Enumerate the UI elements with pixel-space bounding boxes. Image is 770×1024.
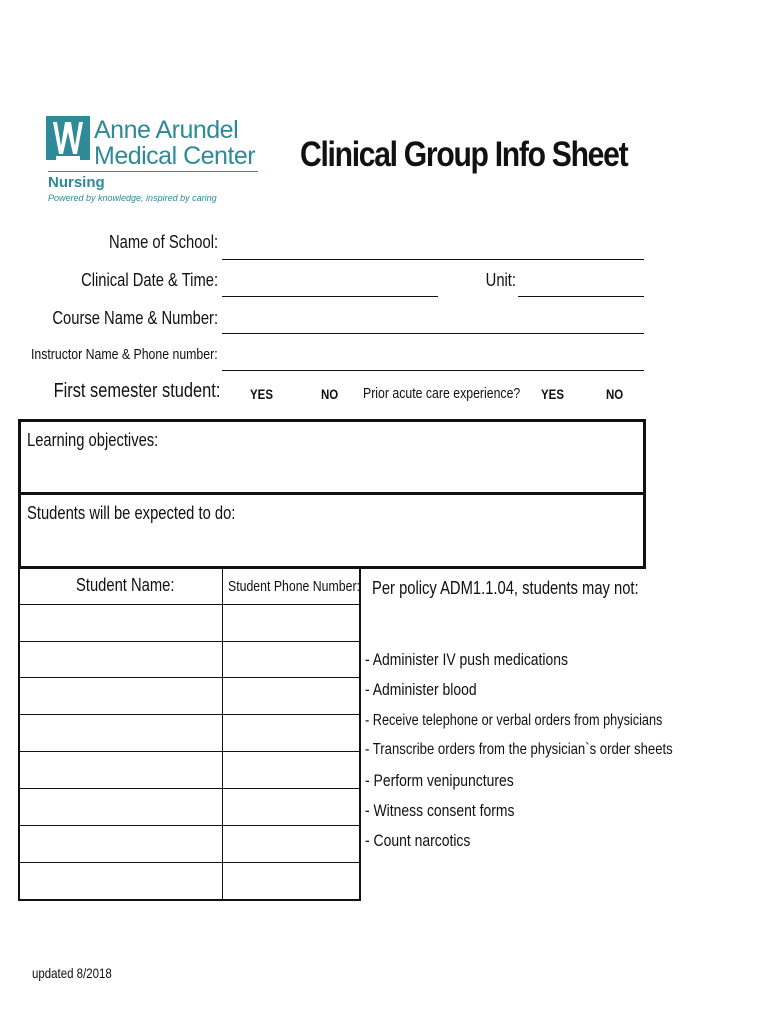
learning-objectives-label: Learning objectives: (27, 430, 159, 450)
student-phone-header: Student Phone Number: (228, 578, 360, 595)
logo-name-line2: Medical Center (94, 142, 256, 170)
student-name-cell[interactable] (20, 826, 222, 862)
student-phone-cell[interactable] (223, 752, 361, 788)
student-name-cell[interactable] (20, 678, 222, 714)
student-phone-cell[interactable] (223, 605, 361, 641)
page-title: Clinical Group Info Sheet (300, 135, 628, 174)
instructor-label: Instructor Name & Phone number: (31, 346, 218, 363)
date-time-label: Clinical Date & Time: (81, 270, 218, 290)
instructor-field[interactable] (222, 370, 644, 371)
school-field[interactable] (222, 259, 644, 260)
learning-objectives-box[interactable] (18, 419, 646, 495)
first-semester-no[interactable]: NO (321, 386, 339, 402)
first-semester-yes[interactable]: YES (250, 386, 273, 402)
student-phone-cell[interactable] (223, 715, 361, 751)
hospital-logo-icon (46, 116, 90, 166)
student-name-cell[interactable] (20, 642, 222, 678)
policy-item: - Count narcotics (365, 831, 471, 850)
logo-divider (48, 171, 258, 172)
student-name-cell[interactable] (20, 789, 222, 825)
expected-tasks-box[interactable] (18, 492, 646, 569)
logo-tagline: Powered by knowledge, inspired by caring (48, 193, 217, 203)
prior-experience-no[interactable]: NO (606, 386, 624, 402)
logo-department: Nursing (48, 174, 105, 191)
student-name-cell[interactable] (20, 605, 222, 641)
student-phone-cell[interactable] (223, 863, 361, 899)
course-field[interactable] (222, 333, 644, 334)
student-name-cell[interactable] (20, 752, 222, 788)
student-phone-cell[interactable] (223, 642, 361, 678)
policy-item: - Receive telephone or verbal orders from physicians (365, 712, 663, 729)
policy-item: - Administer blood (365, 680, 477, 699)
updated-date: updated 8/2018 (32, 965, 112, 981)
logo-name-line1: Anne Arundel (94, 116, 239, 144)
date-time-field[interactable] (222, 296, 438, 297)
policy-item: - Witness consent forms (365, 801, 515, 820)
prior-experience-yes[interactable]: YES (541, 386, 564, 402)
first-semester-label: First semester student: (53, 380, 220, 402)
student-name-cell[interactable] (20, 863, 222, 899)
student-phone-cell[interactable] (223, 678, 361, 714)
student-phone-cell[interactable] (223, 789, 361, 825)
policy-item: - Administer IV push medications (365, 650, 569, 669)
student-name-cell[interactable] (20, 715, 222, 751)
school-label: Name of School: (108, 232, 218, 252)
student-table (18, 567, 361, 901)
policy-item: - Perform venipunctures (365, 771, 514, 790)
student-phone-cell[interactable] (223, 826, 361, 862)
unit-label: Unit: (485, 270, 516, 290)
expected-tasks-label: Students will be expected to do: (27, 503, 236, 523)
student-name-header: Student Name: (76, 575, 175, 595)
course-label: Course Name & Number: (52, 308, 218, 328)
policy-title: Per policy ADM1.1.04, students may not: (372, 578, 639, 598)
unit-field[interactable] (518, 296, 644, 297)
prior-experience-label: Prior acute care experience? (363, 385, 521, 402)
policy-item: - Transcribe orders from the physician`s order sheets (365, 741, 673, 758)
